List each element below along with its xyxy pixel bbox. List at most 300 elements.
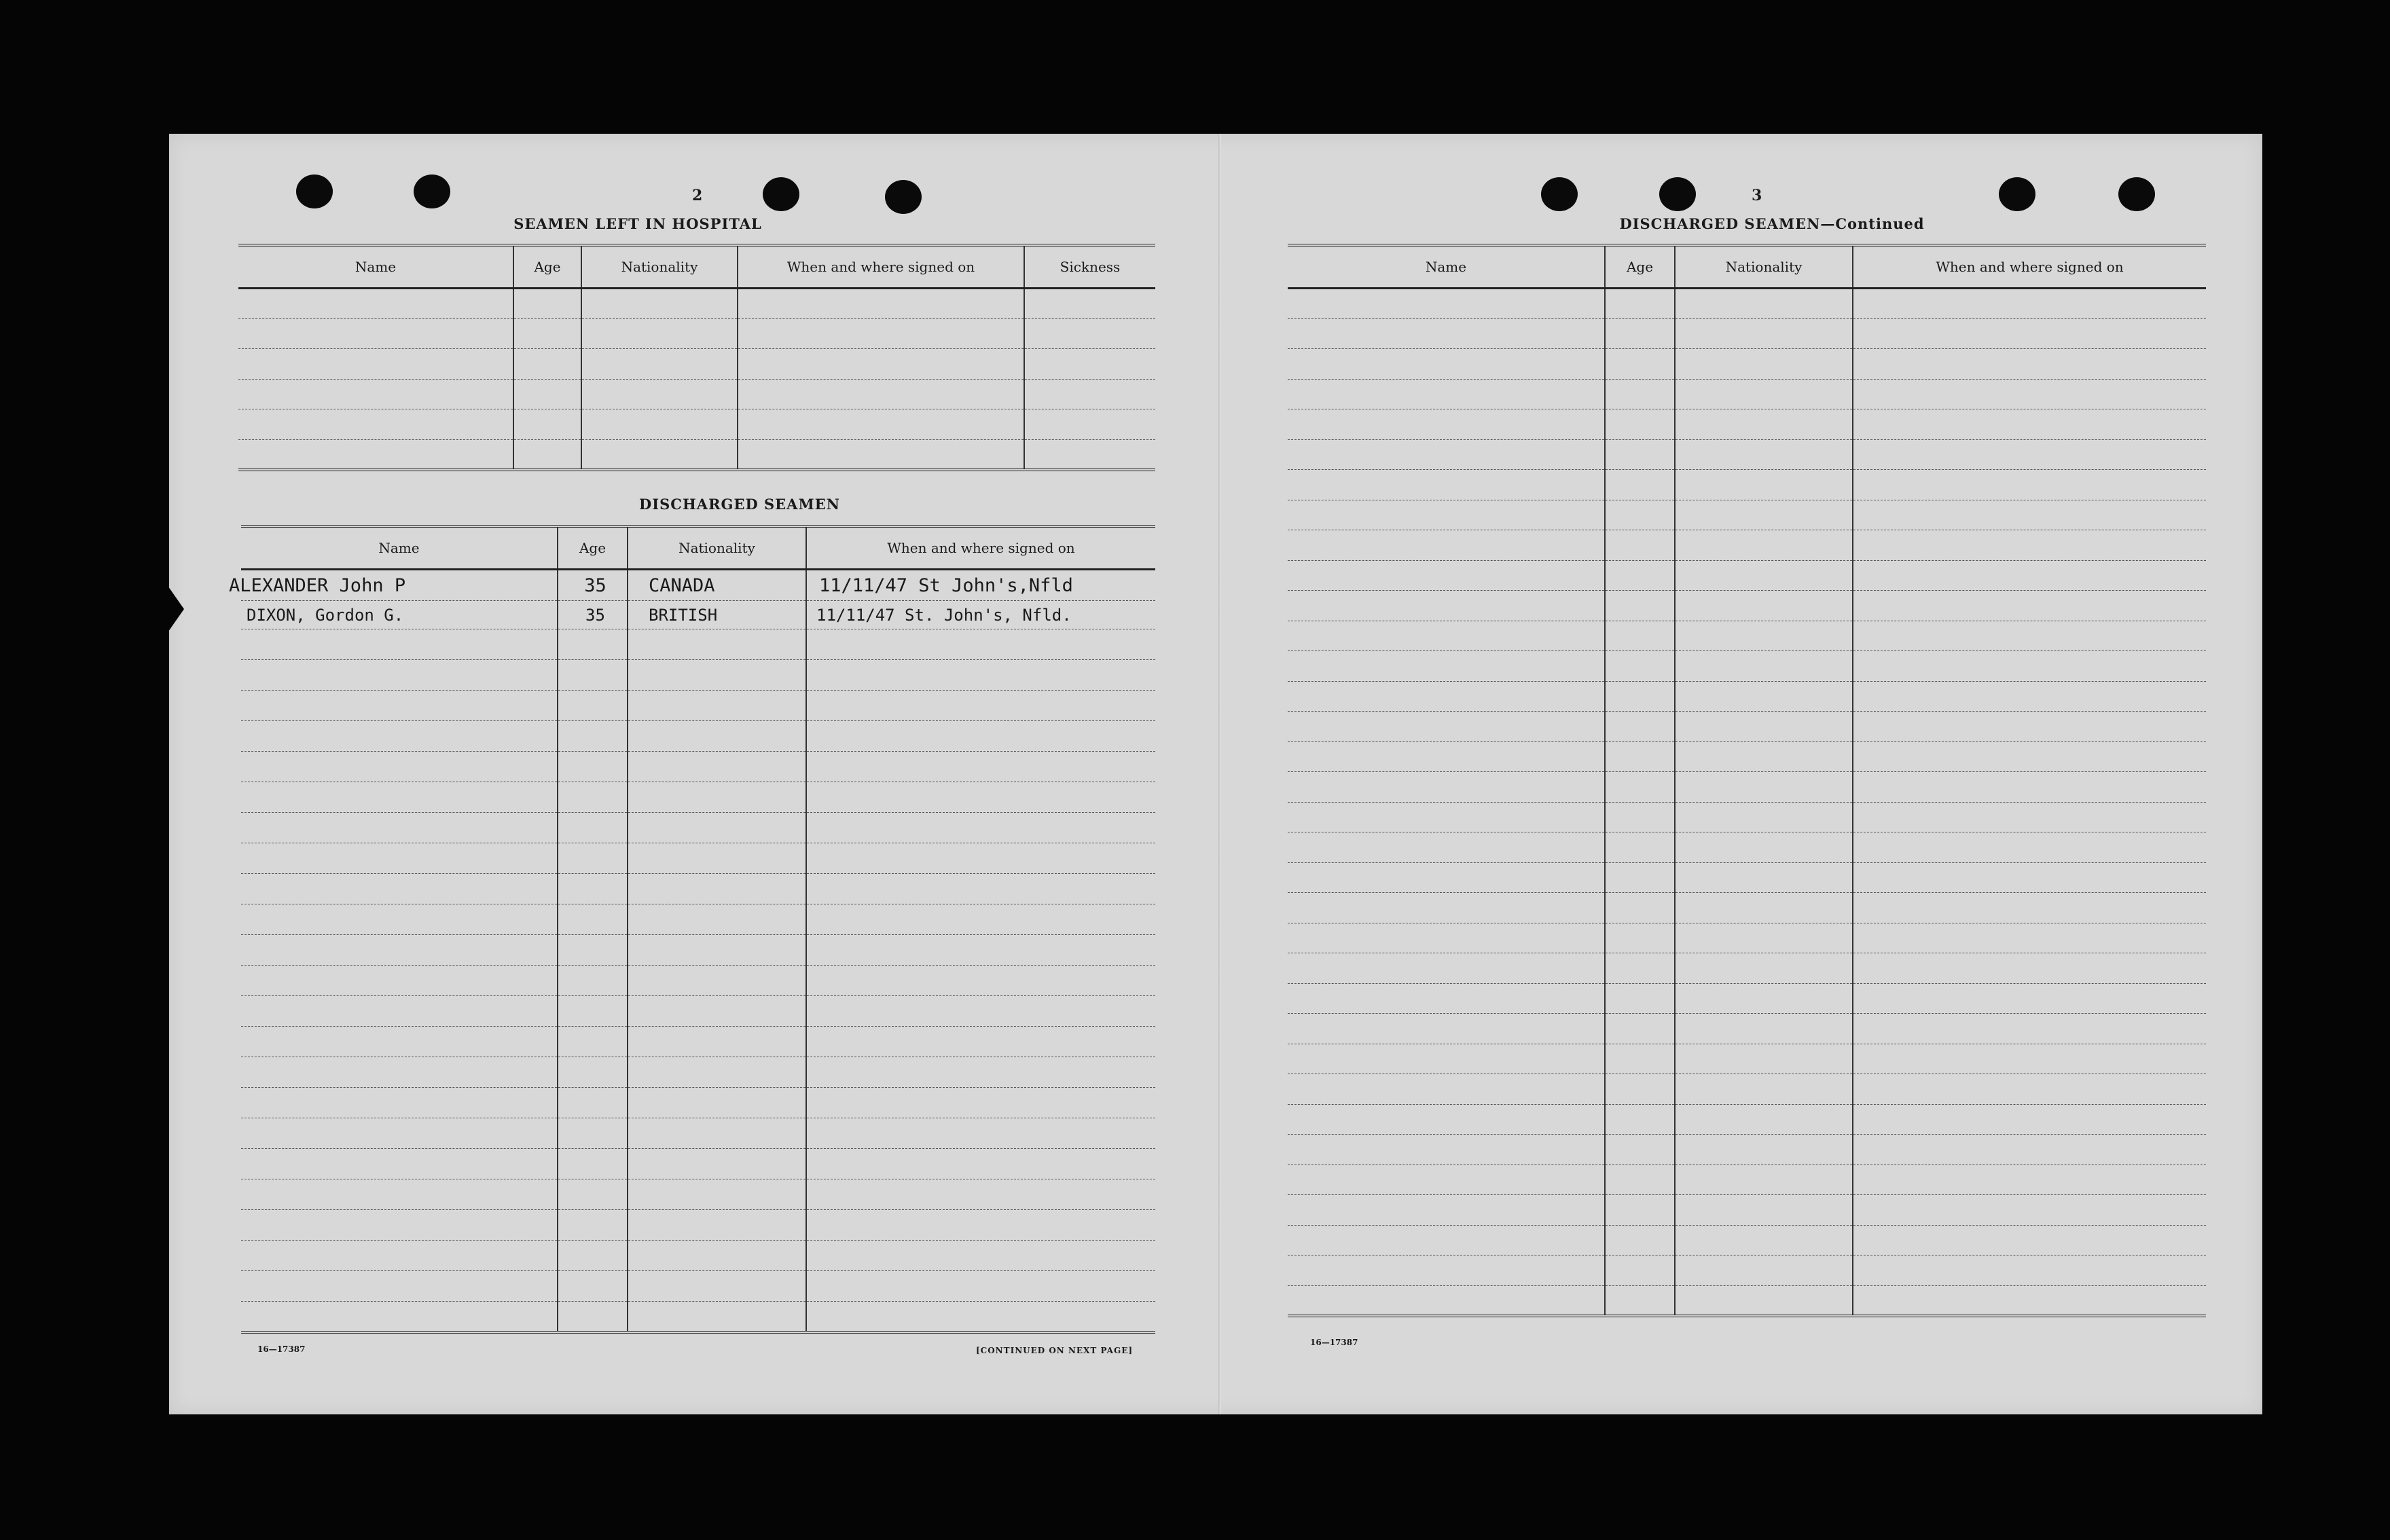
empty-cell: [1675, 651, 1853, 682]
empty-cell: [1853, 530, 2206, 561]
empty-cell: [628, 1027, 806, 1057]
empty-cell: [1675, 802, 1853, 832]
empty-row: [1288, 1135, 2206, 1165]
empty-cell: [1605, 983, 1675, 1014]
empty-cell: [241, 691, 558, 721]
empty-cell: [1853, 1255, 2206, 1286]
empty-cell: [241, 996, 558, 1027]
empty-cell: [1853, 1014, 2206, 1044]
empty-cell: [238, 409, 513, 440]
empty-cell: [241, 629, 558, 660]
empty-cell: [1024, 409, 1155, 440]
empty-cell: [558, 1149, 628, 1179]
empty-cell: [241, 752, 558, 782]
empty-cell: [1288, 893, 1605, 923]
empty-cell: [628, 691, 806, 721]
empty-cell: [1675, 560, 1853, 591]
empty-cell: [558, 904, 628, 935]
empty-cell: [1853, 1225, 2206, 1255]
empty-row: [1288, 591, 2206, 621]
empty-cell: [1675, 1044, 1853, 1074]
empty-cell: [241, 843, 558, 874]
ledger-sheet: [169, 134, 2262, 1414]
empty-cell: [558, 782, 628, 813]
empty-cell: [1675, 349, 1853, 380]
empty-cell: [1288, 500, 1605, 530]
empty-cell: [1288, 1044, 1605, 1074]
empty-row: [241, 966, 1155, 996]
empty-cell: [1288, 712, 1605, 742]
empty-row: [241, 691, 1155, 721]
empty-cell: [1675, 1014, 1853, 1044]
hospital-col-nationality: Nationality: [581, 245, 738, 289]
empty-cell: [806, 1179, 1155, 1210]
empty-cell: [738, 439, 1024, 470]
empty-row: [1288, 741, 2206, 772]
empty-cell: [1024, 349, 1155, 380]
empty-cell: [241, 1118, 558, 1149]
empty-cell: [1605, 862, 1675, 893]
continued-col-nationality: Nationality: [1675, 245, 1853, 289]
empty-cell: [1675, 1285, 1853, 1316]
empty-cell: [1288, 1195, 1605, 1226]
empty-cell: [241, 966, 558, 996]
empty-row: [1288, 953, 2206, 984]
empty-cell: [241, 1149, 558, 1179]
empty-cell: [1288, 1074, 1605, 1105]
empty-cell: [1853, 289, 2206, 319]
empty-cell: [1853, 953, 2206, 984]
empty-cell: [1675, 832, 1853, 863]
hospital-table: [238, 244, 1155, 471]
empty-cell: [1605, 439, 1675, 470]
empty-cell: [1675, 289, 1853, 319]
empty-cell: [558, 1027, 628, 1057]
empty-cell: [513, 439, 581, 470]
empty-cell: [1288, 681, 1605, 712]
empty-cell: [1675, 500, 1853, 530]
empty-cell: [513, 379, 581, 409]
empty-cell: [1288, 289, 1605, 319]
empty-cell: [628, 1149, 806, 1179]
empty-cell: [558, 1179, 628, 1210]
empty-row: [241, 1302, 1155, 1332]
empty-cell: [1605, 1285, 1675, 1316]
empty-cell: [1605, 1225, 1675, 1255]
empty-cell: [1853, 470, 2206, 500]
empty-row: [238, 379, 1155, 409]
empty-cell: [238, 289, 513, 319]
empty-cell: [1605, 621, 1675, 651]
punch-hole: [414, 175, 450, 208]
empty-cell: [1288, 983, 1605, 1014]
empty-cell: [1675, 1165, 1853, 1195]
empty-cell: [558, 1241, 628, 1271]
empty-cell: [628, 752, 806, 782]
empty-cell: [558, 691, 628, 721]
empty-cell: [628, 935, 806, 966]
punch-hole: [296, 175, 333, 208]
empty-cell: [1605, 1165, 1675, 1195]
empty-cell: [558, 1088, 628, 1118]
empty-cell: [1675, 1195, 1853, 1226]
empty-cell: [1024, 318, 1155, 349]
empty-row: [1288, 893, 2206, 923]
punch-hole: [1541, 177, 1578, 211]
empty-cell: [1853, 802, 2206, 832]
empty-cell: [1675, 621, 1853, 651]
empty-cell: [1853, 349, 2206, 380]
empty-cell: [1853, 862, 2206, 893]
table-row: [241, 570, 1155, 601]
empty-cell: [558, 874, 628, 904]
empty-row: [1288, 560, 2206, 591]
empty-cell: [558, 1118, 628, 1149]
empty-cell: [1853, 439, 2206, 470]
empty-cell: [1288, 470, 1605, 500]
empty-cell: [241, 935, 558, 966]
empty-cell: [581, 439, 738, 470]
empty-cell: [1605, 349, 1675, 380]
hospital-col-name: Name: [238, 245, 513, 289]
discharged-continued-table: [1288, 244, 2206, 1317]
empty-cell: [513, 349, 581, 380]
empty-row: [241, 1149, 1155, 1179]
empty-cell: [241, 874, 558, 904]
empty-cell: [628, 721, 806, 752]
empty-cell: [1675, 1074, 1853, 1105]
empty-cell: [1605, 591, 1675, 621]
empty-row: [1288, 1014, 2206, 1044]
empty-cell: [628, 966, 806, 996]
empty-cell: [558, 1210, 628, 1241]
empty-cell: [1605, 651, 1675, 682]
empty-cell: [1288, 591, 1605, 621]
empty-cell: [628, 874, 806, 904]
empty-cell: [1675, 983, 1853, 1014]
empty-row: [1288, 983, 2206, 1014]
empty-row: [1288, 318, 2206, 349]
discharged-section-title: DISCHARGED SEAMEN: [639, 496, 840, 513]
empty-cell: [1853, 1285, 2206, 1316]
empty-cell: [1288, 1285, 1605, 1316]
punch-hole: [885, 180, 922, 214]
seaman-age: 35: [558, 570, 628, 601]
empty-cell: [241, 1088, 558, 1118]
empty-cell: [628, 1179, 806, 1210]
empty-cell: [1288, 621, 1605, 651]
empty-cell: [1675, 530, 1853, 561]
empty-cell: [628, 843, 806, 874]
discharged-col-age: Age: [558, 526, 628, 570]
continued-col-name: Name: [1288, 245, 1605, 289]
empty-cell: [628, 782, 806, 813]
empty-row: [1288, 1285, 2206, 1316]
empty-cell: [1288, 349, 1605, 380]
empty-row: [241, 935, 1155, 966]
seaman-signed-on: 11/11/47 St John's,Nfld: [806, 570, 1155, 601]
empty-cell: [806, 721, 1155, 752]
empty-cell: [1288, 953, 1605, 984]
empty-cell: [806, 843, 1155, 874]
empty-cell: [1605, 712, 1675, 742]
empty-row: [1288, 772, 2206, 803]
empty-row: [1288, 802, 2206, 832]
discharged-col-name: Name: [241, 526, 558, 570]
empty-cell: [1288, 923, 1605, 953]
empty-cell: [1605, 1135, 1675, 1165]
empty-row: [1288, 1165, 2206, 1195]
empty-cell: [806, 935, 1155, 966]
empty-row: [1288, 832, 2206, 863]
empty-cell: [628, 629, 806, 660]
hospital-section-title: SEAMEN LEFT IN HOSPITAL: [513, 215, 762, 232]
seaman-nationality: BRITISH: [628, 601, 806, 629]
empty-cell: [1605, 500, 1675, 530]
empty-row: [1288, 409, 2206, 440]
empty-cell: [558, 813, 628, 843]
empty-cell: [558, 1302, 628, 1332]
right-form-number: 16—17387: [1310, 1338, 1358, 1347]
empty-cell: [241, 904, 558, 935]
empty-cell: [1853, 832, 2206, 863]
empty-row: [1288, 289, 2206, 319]
empty-cell: [1853, 923, 2206, 953]
empty-cell: [628, 1118, 806, 1149]
empty-cell: [1675, 953, 1853, 984]
continued-note: [CONTINUED ON NEXT PAGE]: [976, 1346, 1134, 1355]
empty-row: [1288, 500, 2206, 530]
empty-cell: [1288, 832, 1605, 863]
empty-cell: [1605, 560, 1675, 591]
empty-cell: [238, 318, 513, 349]
empty-row: [1288, 862, 2206, 893]
empty-row: [241, 1179, 1155, 1210]
empty-cell: [513, 289, 581, 319]
empty-cell: [513, 318, 581, 349]
empty-cell: [1605, 681, 1675, 712]
empty-row: [238, 349, 1155, 380]
empty-cell: [806, 1210, 1155, 1241]
empty-cell: [1288, 439, 1605, 470]
empty-cell: [628, 1057, 806, 1088]
empty-cell: [1675, 1255, 1853, 1286]
empty-cell: [1605, 409, 1675, 440]
empty-row: [241, 1241, 1155, 1271]
empty-cell: [1853, 1074, 2206, 1105]
empty-row: [238, 289, 1155, 319]
empty-cell: [1288, 409, 1605, 440]
torn-edge: [165, 582, 184, 636]
empty-cell: [558, 1271, 628, 1302]
empty-cell: [1288, 1255, 1605, 1286]
empty-row: [241, 1271, 1155, 1302]
empty-cell: [558, 660, 628, 691]
empty-cell: [1853, 983, 2206, 1014]
empty-cell: [1853, 741, 2206, 772]
empty-cell: [1288, 1135, 1605, 1165]
empty-cell: [1853, 1165, 2206, 1195]
discharged-table: [229, 525, 1155, 1334]
discharged-col-nationality: Nationality: [628, 526, 806, 570]
empty-cell: [1605, 379, 1675, 409]
empty-row: [241, 629, 1155, 660]
empty-cell: [1675, 409, 1853, 440]
empty-cell: [806, 1088, 1155, 1118]
empty-cell: [241, 1302, 558, 1332]
table-row: [241, 601, 1155, 629]
empty-cell: [1853, 318, 2206, 349]
empty-cell: [806, 813, 1155, 843]
continued-header-row: [1288, 245, 2206, 289]
empty-cell: [1605, 1255, 1675, 1286]
empty-row: [1288, 1044, 2206, 1074]
empty-cell: [1605, 802, 1675, 832]
empty-row: [241, 721, 1155, 752]
empty-cell: [1605, 470, 1675, 500]
empty-cell: [1853, 712, 2206, 742]
empty-cell: [738, 379, 1024, 409]
empty-cell: [1605, 289, 1675, 319]
empty-cell: [738, 318, 1024, 349]
punch-hole: [1999, 177, 2035, 211]
empty-cell: [806, 1057, 1155, 1088]
empty-cell: [1288, 772, 1605, 803]
empty-cell: [1675, 1225, 1853, 1255]
empty-cell: [558, 996, 628, 1027]
empty-row: [1288, 379, 2206, 409]
empty-cell: [1288, 560, 1605, 591]
empty-cell: [1024, 379, 1155, 409]
empty-cell: [238, 349, 513, 380]
empty-row: [241, 1027, 1155, 1057]
empty-cell: [558, 843, 628, 874]
empty-cell: [1675, 923, 1853, 953]
empty-cell: [806, 1118, 1155, 1149]
empty-cell: [1675, 712, 1853, 742]
empty-cell: [241, 1057, 558, 1088]
punch-hole: [1659, 177, 1696, 211]
empty-cell: [628, 1302, 806, 1332]
empty-row: [241, 782, 1155, 813]
discharged-continued-title: DISCHARGED SEAMEN—Continued: [1619, 215, 1925, 232]
empty-cell: [806, 1241, 1155, 1271]
empty-cell: [1288, 1225, 1605, 1255]
empty-cell: [806, 996, 1155, 1027]
empty-cell: [1288, 651, 1605, 682]
empty-row: [1288, 712, 2206, 742]
seaman-name: DIXON, Gordon G.: [241, 601, 558, 629]
empty-cell: [1605, 893, 1675, 923]
empty-cell: [628, 1088, 806, 1118]
empty-cell: [628, 996, 806, 1027]
empty-row: [1288, 1255, 2206, 1286]
empty-cell: [1605, 832, 1675, 863]
empty-cell: [738, 289, 1024, 319]
seaman-signed-on: 11/11/47 St. John's, Nfld.: [806, 601, 1155, 629]
empty-cell: [581, 349, 738, 380]
hospital-col-signed-on: When and where signed on: [738, 245, 1024, 289]
empty-cell: [1675, 741, 1853, 772]
empty-cell: [238, 439, 513, 470]
empty-cell: [558, 935, 628, 966]
empty-cell: [1675, 772, 1853, 803]
empty-cell: [1853, 560, 2206, 591]
empty-row: [241, 874, 1155, 904]
empty-row: [1288, 621, 2206, 651]
empty-cell: [1605, 1104, 1675, 1135]
empty-cell: [806, 752, 1155, 782]
seaman-nationality: CANADA: [628, 570, 806, 601]
empty-row: [1288, 1074, 2206, 1105]
empty-cell: [1853, 409, 2206, 440]
discharged-col-signed-on: When and where signed on: [806, 526, 1155, 570]
empty-row: [241, 1210, 1155, 1241]
empty-cell: [558, 966, 628, 996]
empty-cell: [581, 318, 738, 349]
hospital-header-row: [238, 245, 1155, 289]
empty-cell: [1605, 318, 1675, 349]
empty-row: [238, 439, 1155, 470]
empty-cell: [806, 904, 1155, 935]
empty-cell: [806, 1302, 1155, 1332]
empty-cell: [241, 782, 558, 813]
empty-cell: [1605, 530, 1675, 561]
empty-cell: [628, 813, 806, 843]
empty-cell: [1853, 1195, 2206, 1226]
empty-row: [1288, 470, 2206, 500]
empty-cell: [1288, 1104, 1605, 1135]
empty-cell: [738, 349, 1024, 380]
empty-cell: [806, 1027, 1155, 1057]
empty-cell: [1288, 802, 1605, 832]
seaman-name: ALEXANDER John P: [229, 570, 545, 601]
empty-cell: [806, 629, 1155, 660]
empty-row: [1288, 1104, 2206, 1135]
empty-cell: [1675, 1104, 1853, 1135]
empty-cell: [628, 904, 806, 935]
empty-cell: [1853, 621, 2206, 651]
discharged-header-row: [241, 526, 1155, 570]
empty-cell: [1675, 379, 1853, 409]
empty-cell: [806, 966, 1155, 996]
empty-cell: [558, 1057, 628, 1088]
empty-cell: [581, 409, 738, 440]
empty-cell: [628, 660, 806, 691]
empty-cell: [1675, 1135, 1853, 1165]
empty-cell: [1853, 772, 2206, 803]
empty-cell: [1024, 439, 1155, 470]
empty-cell: [581, 289, 738, 319]
empty-row: [241, 660, 1155, 691]
empty-cell: [1288, 1165, 1605, 1195]
empty-row: [1288, 1225, 2206, 1255]
empty-cell: [1853, 379, 2206, 409]
empty-cell: [806, 874, 1155, 904]
empty-cell: [1605, 1074, 1675, 1105]
empty-cell: [1853, 1104, 2206, 1135]
empty-row: [241, 843, 1155, 874]
empty-row: [238, 318, 1155, 349]
empty-cell: [1288, 530, 1605, 561]
empty-cell: [1675, 681, 1853, 712]
hospital-col-age: Age: [513, 245, 581, 289]
empty-cell: [1675, 862, 1853, 893]
empty-row: [1288, 681, 2206, 712]
empty-cell: [1675, 318, 1853, 349]
empty-row: [1288, 923, 2206, 953]
empty-cell: [1675, 893, 1853, 923]
